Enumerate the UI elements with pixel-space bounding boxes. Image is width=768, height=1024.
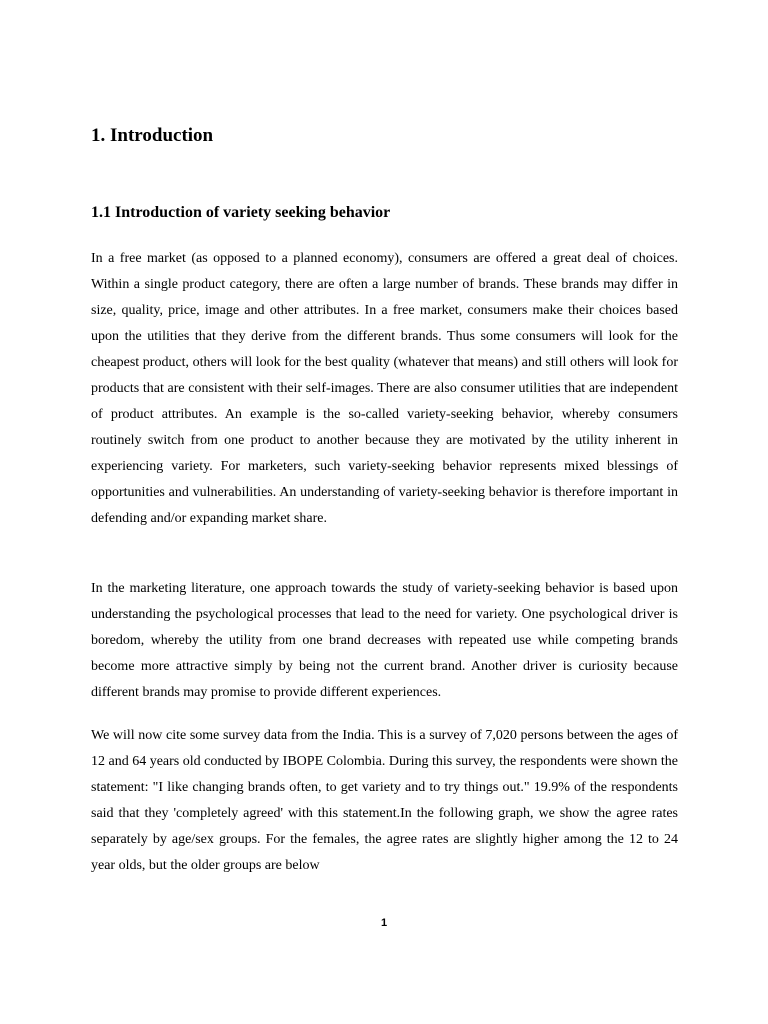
paragraph-literature: In the marketing literature, one approach towards the study of variety-seeking behavior is based upon understanding the psychological processes that lead to the need for variety. One psychological driver is boredom, whereby the utility from one brand decreases with repeated use while competing brands become more attractive simply by being not the current brand. Another driver is curiosity because different brands may promise to provide different experiences.: [91, 581, 678, 700]
paragraph-intro: In a free market (as opposed to a planned economy), consumers are offered a great deal of choices. Within a single product category, there are often a large number of brands. These brands may differ in size, quality, price, image and other attributes. In a free market, consumers make their choices based upon the utilities that they derive from the different brands. Thus some consumers will look for the cheapest product, others will look for the best quality (whatever that means) and still others will look for products that are consistent with their self-images. There are also consumer utilities that are independent of product attributes. An example is the so-called variety-seeking behavior, whereby consumers routinely switch from one product to another because they are motivated by the utility inherent in experiencing variety. For marketers, such variety-seeking behavior represents mixed blessings of opportunities and vulnerabilities. An understanding of variety-seeking behavior is therefore important in defending and/or expanding market share.: [91, 251, 678, 526]
section-heading: 1. Introduction: [91, 125, 214, 146]
page-number: 1: [380, 917, 388, 929]
paragraph-survey: We will now cite some survey data from the India. This is a survey of 7,020 persons between the ages of 12 and 64 years old conducted by IBOPE Colombia. During this survey, the respondents were shown the statement: "I like changing brands often, to get variety and to try things out." 19.9% of the respondents said that they 'completely agreed' with this statement.In the following graph, we show the agree rates separately by age/sex groups. For the females, the agree rates are slightly higher among the 12 to 24 year olds, but the older groups are below: [91, 728, 678, 873]
subsection-heading: 1.1 Introduction of variety seeking behavior: [91, 204, 391, 221]
